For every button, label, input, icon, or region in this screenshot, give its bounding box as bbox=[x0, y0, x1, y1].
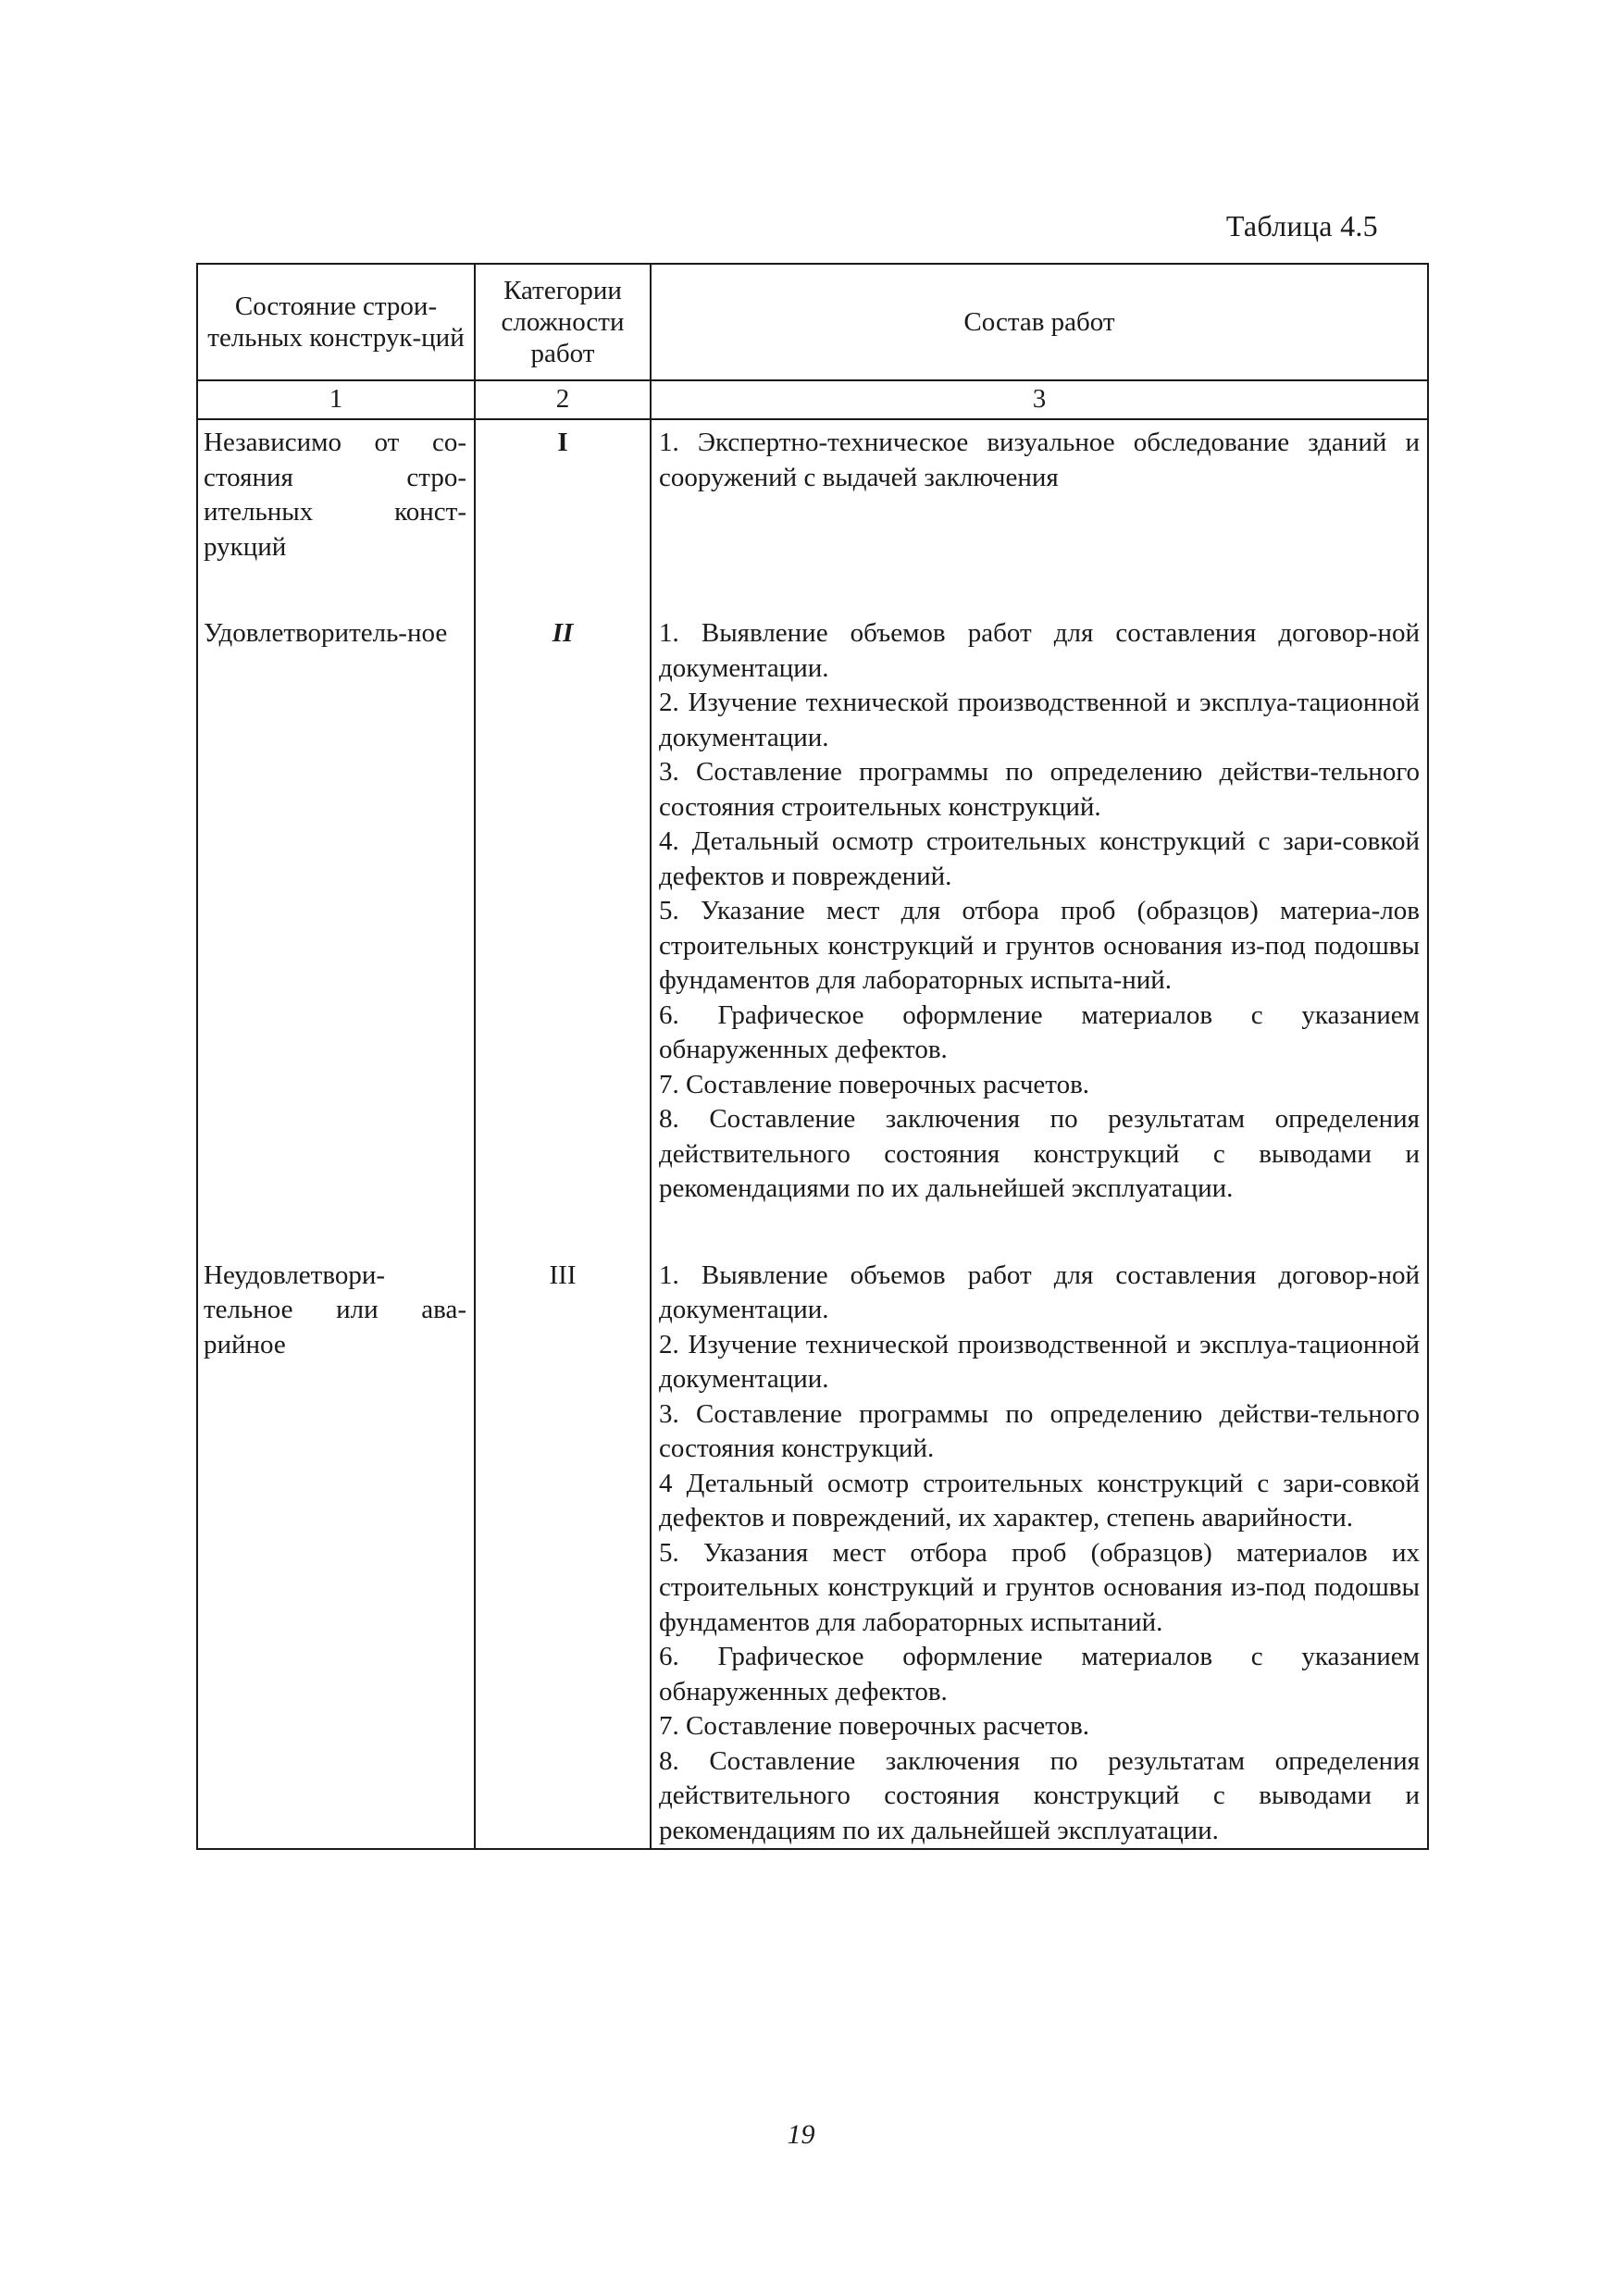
work-item: 7. Составление поверочных расчетов. bbox=[659, 1711, 1090, 1741]
header-category: Категории сложности работ bbox=[475, 264, 651, 380]
work-item: 6. Графическое оформление материалов с указанием обнаруженных дефектов. bbox=[659, 999, 1420, 1064]
column-number-row bbox=[197, 380, 1428, 419]
work-item: 6. Графическое оформление материалов с указанием обнаруженных дефектов. bbox=[659, 1642, 1420, 1706]
work-item: 8. Составление заключения по результатам определения действительного состояния конструкций с выводами и рекомендациями по их дальнейшей эксплуатации. bbox=[659, 1104, 1420, 1203]
work-item: 3. Составление программы по определению действи-тельного состояния конструкций. bbox=[659, 1398, 1420, 1463]
works-table bbox=[196, 263, 1429, 1850]
category-cell bbox=[475, 1253, 651, 1850]
work-item: 1. Выявление объемов работ для составления договор-ной документации. bbox=[659, 1260, 1420, 1324]
state-text: Неудовлетвори-тельное или ава-рийное bbox=[204, 1260, 466, 1359]
table-row bbox=[197, 419, 1428, 611]
category-cell bbox=[475, 419, 651, 611]
work-item: 1. Экспертно-техническое визуальное обследование зданий и сооружений с выдачей заключения bbox=[659, 428, 1420, 492]
category-value: II bbox=[552, 618, 574, 648]
state-cell bbox=[197, 1253, 475, 1850]
page-number: 19 bbox=[787, 2119, 815, 2150]
state-text: Удовлетворитель-ное bbox=[204, 618, 448, 648]
table-caption: Таблица 4.5 bbox=[1225, 209, 1378, 242]
work-item: 7. Составление поверочных расчетов. bbox=[659, 1069, 1090, 1099]
column-number-3: 3 bbox=[651, 380, 1428, 419]
state-cell bbox=[197, 611, 475, 1253]
work-item: 8. Составление заключения по результатам определения действительного состояния конструкций с выводами и рекомендациям по их дальнейшей эксплуатации. bbox=[659, 1745, 1420, 1845]
table-row bbox=[197, 611, 1428, 1253]
work-item: 2. Изучение технической производственной и эксплуа-тационной документации. bbox=[659, 1329, 1420, 1394]
work-item: 3. Составление программы по определению действи-тельного состояния строительных конструкций. bbox=[659, 757, 1420, 822]
works-cell bbox=[651, 419, 1428, 611]
category-value: I bbox=[557, 428, 568, 457]
column-number-2: 2 bbox=[475, 380, 651, 419]
work-item: 5. Указание мест для отбора проб (образцов) материа-лов строительных конструкций и грунтов основания из-под подошвы фундаментов для лабораторных испыта-ний. bbox=[659, 896, 1420, 995]
work-item: 4 Детальный осмотр строительных конструкций с зари-совкой дефектов и повреждений, их характер, степень аварийности. bbox=[659, 1468, 1420, 1533]
state-cell bbox=[197, 419, 475, 611]
table-row bbox=[197, 1253, 1428, 1850]
table-header-row bbox=[197, 264, 1428, 380]
category-cell bbox=[475, 611, 651, 1253]
state-text: Независимо от со-стояния стро-ительных конст-рукций bbox=[204, 428, 466, 562]
header-works: Состав работ bbox=[651, 264, 1428, 380]
works-cell bbox=[651, 1253, 1428, 1850]
column-number-1: 1 bbox=[197, 380, 475, 419]
header-state: Состояние строи-тельных конструк-ций bbox=[197, 264, 475, 380]
work-item: 1. Выявление объемов работ для составления договор-ной документации. bbox=[659, 618, 1420, 683]
category-value: III bbox=[549, 1260, 577, 1290]
work-item: 2. Изучение технической производственной и эксплуа-тационной документации. bbox=[659, 688, 1420, 752]
works-cell bbox=[651, 611, 1428, 1253]
work-item: 4. Детальный осмотр строительных конструкций с зари-совкой дефектов и повреждений. bbox=[659, 826, 1420, 891]
work-item: 5. Указания мест отбора проб (образцов) материалов их строительных конструкций и грунтов основания из-под подошвы фундаментов для лабораторных испытаний. bbox=[659, 1537, 1420, 1637]
